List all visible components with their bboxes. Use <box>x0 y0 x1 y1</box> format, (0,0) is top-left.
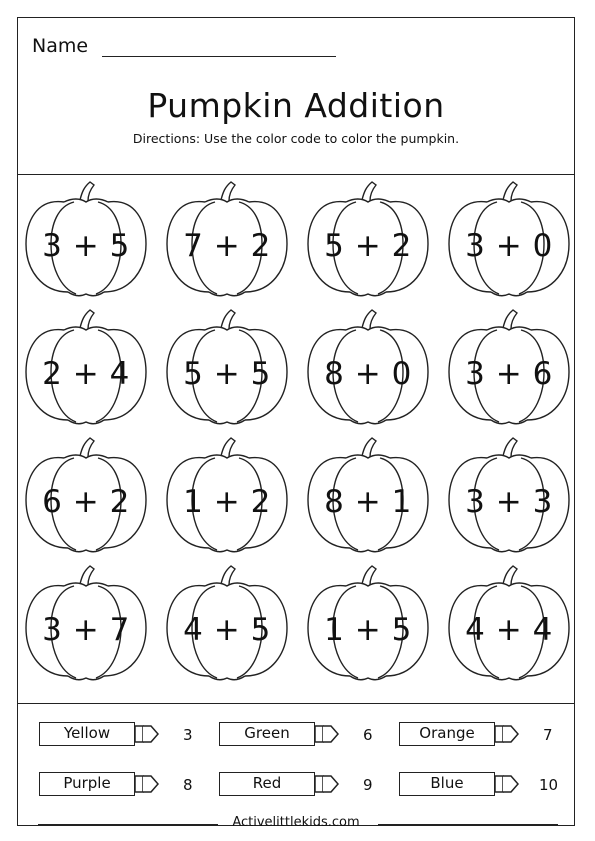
pumpkin-problem[interactable] <box>165 434 289 556</box>
problem-text: 4 + 5 <box>183 612 271 648</box>
color-code-number: 3 <box>183 726 193 744</box>
pumpkin-grid <box>18 176 574 703</box>
footer-site-name: Activelittlekids.com <box>232 815 360 830</box>
problem-text: 4 + 4 <box>465 612 553 648</box>
problem-text: 8 + 1 <box>324 484 412 520</box>
pumpkin-problem[interactable] <box>447 306 571 428</box>
color-code-number: 9 <box>363 776 373 794</box>
pumpkin-problem[interactable] <box>306 434 430 556</box>
pumpkin-problem[interactable] <box>306 178 430 300</box>
problem-text: 8 + 0 <box>324 356 412 392</box>
crayon-tip-icon <box>494 772 522 796</box>
directions-text: Directions: Use the color code to color the pumpkin. <box>132 131 460 146</box>
problem-text: 3 + 7 <box>42 612 130 648</box>
pumpkin-problem[interactable] <box>447 562 571 684</box>
problem-text: 5 + 2 <box>324 228 412 264</box>
crayon-label: Green <box>219 722 315 746</box>
pumpkin-problem[interactable] <box>24 562 148 684</box>
problem-text: 3 + 0 <box>465 228 553 264</box>
crayon-label: Yellow <box>39 722 135 746</box>
crayon-green <box>219 722 349 748</box>
crayon-tip-icon <box>134 772 162 796</box>
problem-text: 7 + 2 <box>183 228 271 264</box>
crayon-tip-icon <box>134 722 162 746</box>
pumpkin-problem[interactable] <box>165 178 289 300</box>
crayon-yellow <box>39 722 169 748</box>
worksheet-page <box>17 17 575 830</box>
problem-text: 3 + 6 <box>465 356 553 392</box>
color-code-number: 7 <box>543 726 553 744</box>
footer-divider-right <box>378 824 558 825</box>
crayon-blue <box>399 772 529 798</box>
pumpkin-problem[interactable] <box>24 434 148 556</box>
worksheet-header <box>18 18 574 175</box>
crayon-tip-icon <box>314 772 342 796</box>
crayon-tip-icon <box>494 722 522 746</box>
problem-text: 6 + 2 <box>42 484 130 520</box>
problem-text: 3 + 3 <box>465 484 553 520</box>
crayon-label: Red <box>219 772 315 796</box>
pumpkin-problem[interactable] <box>306 562 430 684</box>
footer <box>18 815 574 833</box>
pumpkin-problem[interactable] <box>447 178 571 300</box>
pumpkin-problem[interactable] <box>447 434 571 556</box>
problem-text: 1 + 2 <box>183 484 271 520</box>
problem-text: 3 + 5 <box>42 228 130 264</box>
problem-text: 5 + 5 <box>183 356 271 392</box>
color-code-number: 6 <box>363 726 373 744</box>
pumpkin-problem[interactable] <box>24 178 148 300</box>
problem-text: 2 + 4 <box>42 356 130 392</box>
crayon-label: Blue <box>399 772 495 796</box>
problem-text: 1 + 5 <box>324 612 412 648</box>
crayon-tip-icon <box>314 722 342 746</box>
name-write-line[interactable] <box>102 56 336 57</box>
color-code-number: 8 <box>183 776 193 794</box>
pumpkin-problem[interactable] <box>306 306 430 428</box>
name-label: Name <box>32 35 89 57</box>
pumpkin-problem[interactable] <box>24 306 148 428</box>
color-code-legend <box>18 703 574 814</box>
pumpkin-problem[interactable] <box>165 306 289 428</box>
crayon-label: Purple <box>39 772 135 796</box>
crayon-label: Orange <box>399 722 495 746</box>
crayon-purple <box>39 772 169 798</box>
color-code-number: 10 <box>539 776 559 794</box>
crayon-orange <box>399 722 529 748</box>
page-title: Pumpkin Addition <box>147 86 445 125</box>
crayon-red <box>219 772 349 798</box>
pumpkin-problem[interactable] <box>165 562 289 684</box>
